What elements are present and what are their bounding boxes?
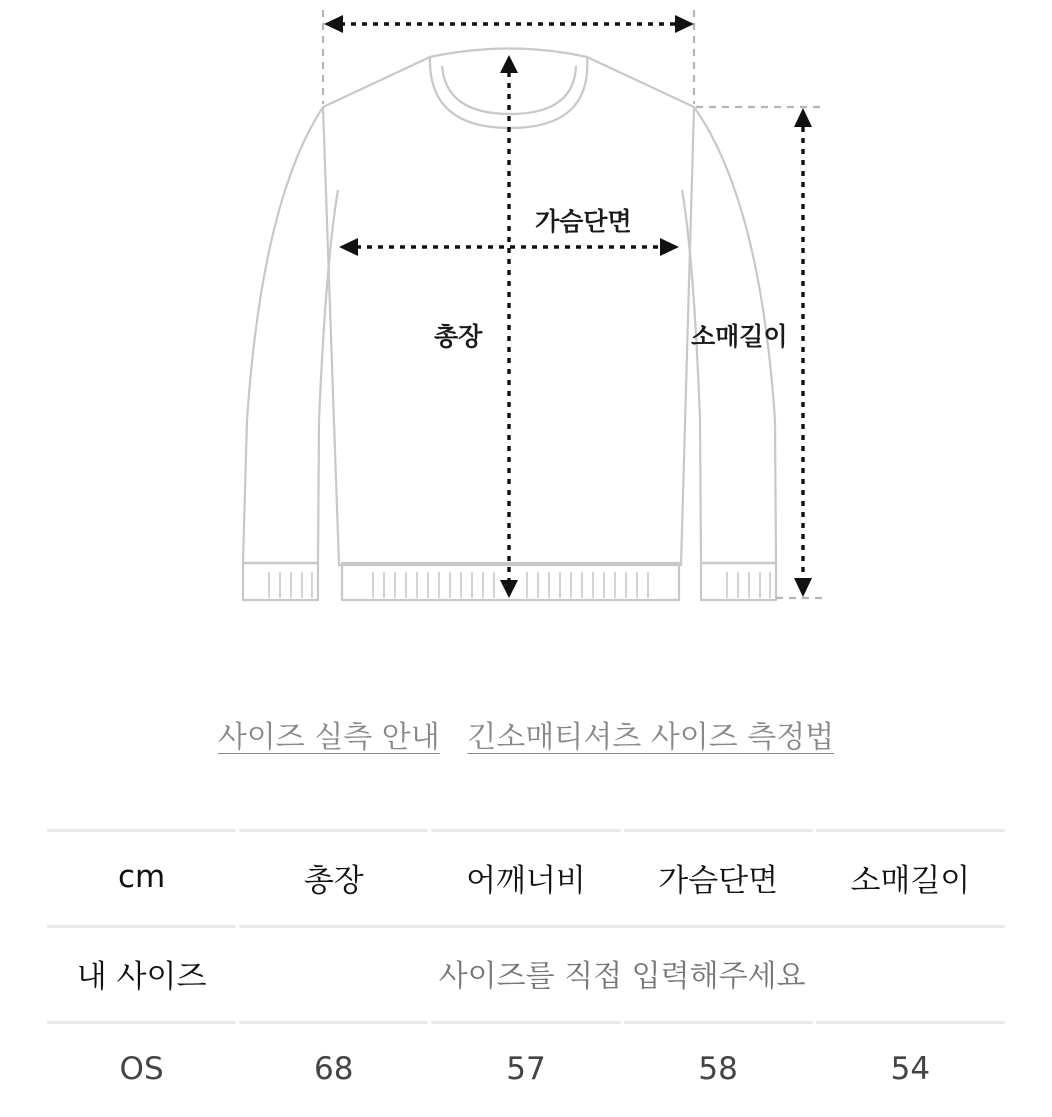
header-length: 총장 (239, 829, 428, 922)
arrowhead-right-icon (675, 15, 694, 33)
sleeve-label: 소매길이 (691, 322, 788, 351)
header-shoulder: 어깨너비 (431, 829, 620, 922)
arrowhead-down-icon (500, 580, 518, 598)
arrowhead-down-icon (794, 578, 812, 597)
arrowhead-up-icon (794, 108, 812, 127)
size-guide-link[interactable]: 사이즈 실측 안내 (217, 720, 440, 755)
arrowhead-left-icon (324, 15, 343, 33)
header-chest: 가슴단면 (624, 829, 813, 922)
my-size-input-prompt[interactable]: 사이즈를 직접 입력해주세요 (239, 925, 1005, 1018)
size-table (44, 826, 1008, 1117)
sleeve-value: 54 (816, 1021, 1005, 1114)
measurement-method-link[interactable]: 긴소매티셔츠 사이즈 측정법 (467, 720, 835, 755)
table-row (47, 1021, 1005, 1114)
arrowhead-right-icon (660, 238, 679, 256)
shoulder-value: 57 (431, 1021, 620, 1114)
size-guide-links (0, 712, 1052, 756)
my-size-label: 내 사이즈 (47, 925, 236, 1018)
size-label: OS (47, 1021, 236, 1114)
chest-label: 가슴단면 (535, 207, 632, 236)
header-sleeve: 소매길이 (816, 829, 1005, 922)
chest-value: 58 (624, 1021, 813, 1114)
arrowhead-left-icon (339, 238, 358, 256)
table-header-row (47, 829, 1005, 922)
my-size-row[interactable] (47, 925, 1005, 1018)
length-label: 총장 (434, 322, 483, 351)
arrowhead-up-icon (500, 55, 518, 73)
length-value: 68 (239, 1021, 428, 1114)
header-unit: cm (47, 829, 236, 922)
